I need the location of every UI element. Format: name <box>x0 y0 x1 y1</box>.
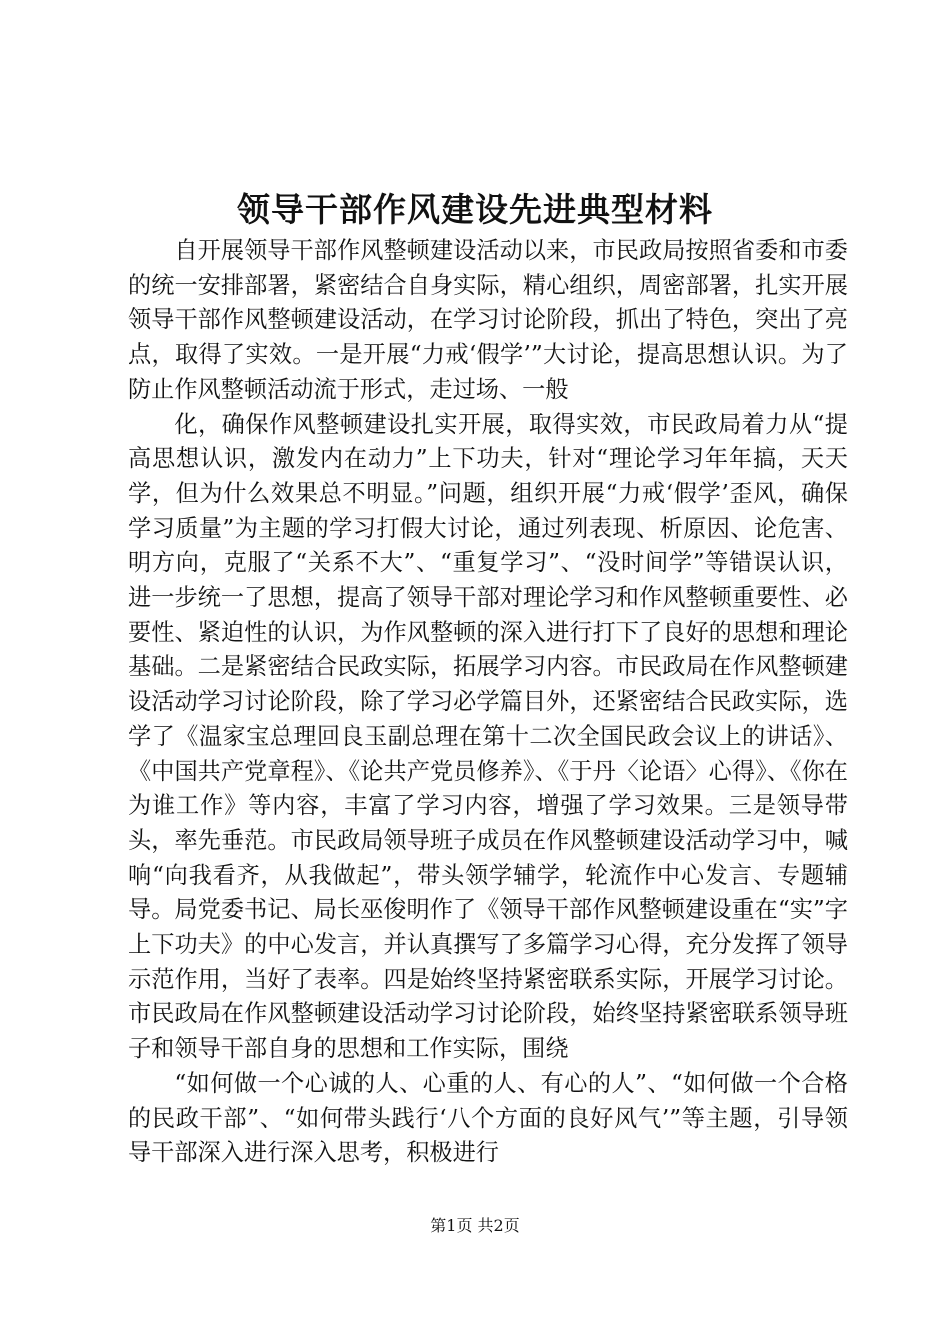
paragraph-1: 自开展领导干部作风整顿建设活动以来，市民政局按照省委和市委的统一安排部署，紧密结合自身实际，精心组织，周密部署，扎实开展领导干部作风整顿建设活动，在学习讨论阶段，抓出了特色，突出了亮点，取得了实效。一是开展“力戒‘假学’”大讨论，提高思想认识。为了防止作风整顿活动流于形式，走过场、一般 <box>128 237 848 403</box>
document-title: 领导干部作风建设先进典型材料 <box>237 190 713 229</box>
document-body <box>128 234 848 1171</box>
page-number-footer: 第1页 共2页 <box>430 1216 520 1235</box>
paragraph-3: “如何做一个心诚的人、心重的人、有心的人”、“如何做一个合格的民政干部”、“如何带头践行‘八个方面的良好风气’”等主题，引导领导干部深入进行深入思考，积极进行 <box>128 1069 848 1167</box>
paragraph-2: 化，确保作风整顿建设扎实开展，取得实效，市民政局着力从“提高思想认识，激发内在动力”上下功夫，针对“理论学习年年搞，天天学，但为什么效果总不明显。”问题，组织开展“力戒‘假学’歪风，确保学习质量”为主题的学习打假大讨论，通过列表现、析原因、论危害、明方向，克服了“关系不大”、“重复学习”、“没时间学”等错误认识，进一步统一了思想，提高了领导干部对理论学习和作风整顿重要性、必要性、紧迫性的认识，为作风整顿的深入进行打下了良好的思想和理论基础。二是紧密结合民政实际，拓展学习内容。市民政局在作风整顿建设活动学习讨论阶段，除了学习必学篇目外，还紧密结合民政实际，选学了《温家宝总理回良玉副总理在第十二次全国民政会议上的讲话》、《中国共产党章程》、《论共产党员修养》、《于丹〈论语〉心得》、《你在为谁工作》等内容，丰富了学习内容，增强了学习效果。三是领导带头，率先垂范。市民政局领导班子成员在作风整顿建设活动学习中，喊响“向我看齐，从我做起”，带头领学辅学，轮流作中心发言、专题辅导。局党委书记、局长巫俊明作了《领导干部作风整顿建设重在“实”字上下功夫》的中心发言，并认真撰写了多篇学习心得，充分发挥了领导示范作用，当好了表率。四是始终坚持紧密联系实际，开展学习讨论。市民政局在作风整顿建设活动学习讨论阶段，始终坚持紧密联系领导班子和领导干部自身的思想和工作实际，围绕 <box>128 410 848 1063</box>
